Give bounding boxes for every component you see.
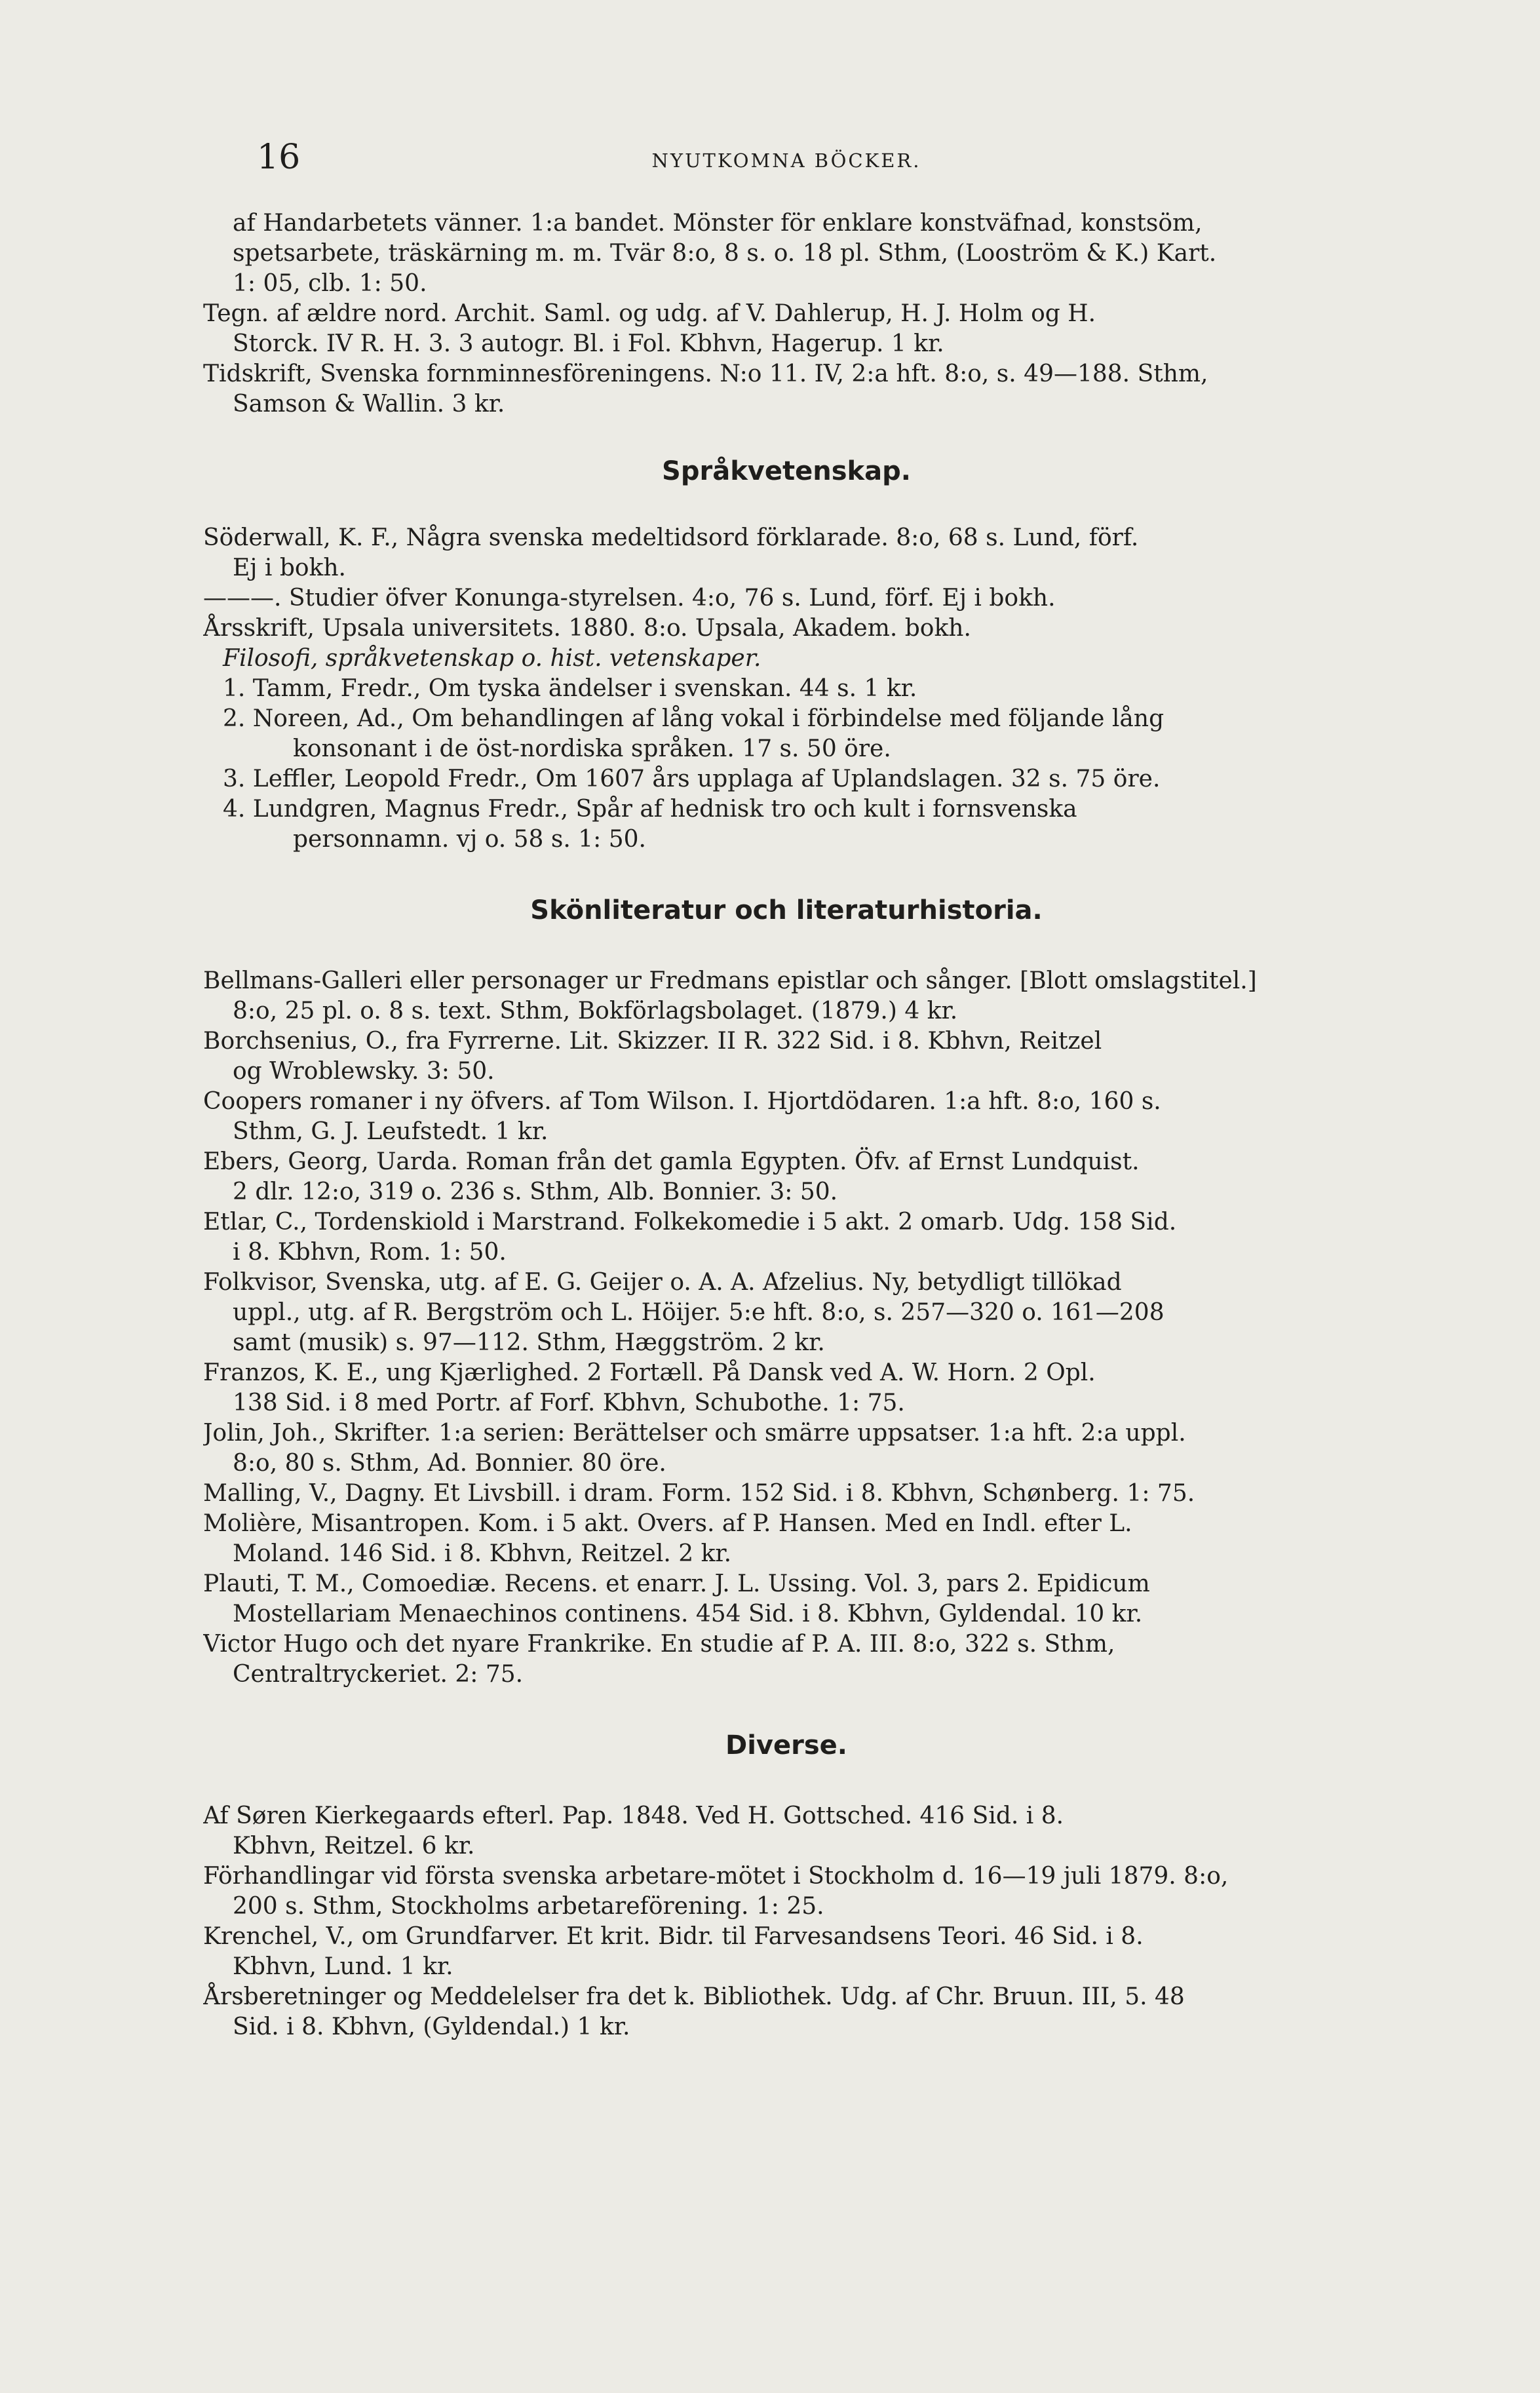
entry-line: Moland. 146 Sid. i 8. Kbhvn, Reitzel. 2 kr.: [233, 1540, 732, 1567]
entry-line: Mostellariam Menaechinos continens. 454 Sid. i 8. Kbhvn, Gyldendal. 10 kr.: [233, 1601, 1143, 1627]
entry-line: Ej i bokh.: [233, 554, 347, 581]
entry-line: Årsberetninger og Meddelelser fra det k. Bibliothek. Udg. af Chr. Bruun. III, 5. 48: [203, 1983, 1185, 2010]
entry-line: af Handarbetets vänner. 1:a bandet. Mönster för enklare konstväfnad, konstsöm,: [233, 210, 1203, 237]
entry-line: Coopers romaner i ny öfvers. af Tom Wilson. I. Hjortdödaren. 1:a hft. 8:o, 160 s.: [203, 1088, 1161, 1115]
entry-line: Bellmans-Galleri eller personager ur Fredmans epistlar och sånger. [Blott omslagstitel.]: [203, 967, 1257, 994]
sprakvetenskap-entries: [203, 523, 1370, 855]
entry-line: 200 s. Sthm, Stockholms arbetareförening. 1: 25.: [233, 1893, 824, 1920]
entry-line: Jolin, Joh., Skrifter. 1:a serien: Berättelser och smärre uppsatser. 1:a hft. 2:a uppl.: [203, 1420, 1186, 1447]
entry-line: konsonant i de öst-nordiska språken. 17 s. 50 öre.: [293, 735, 891, 762]
entry-line: Filosofi, språkvetenskap o. hist. vetenskaper.: [223, 645, 761, 672]
entry-line: Tidskrift, Svenska fornminnesföreningens. N:o 11. IV, 2:a hft. 8:o, s. 49—188. Sthm,: [203, 360, 1208, 387]
entry-line: Årsskrift, Upsala universitets. 1880. 8:o. Upsala, Akadem. bokh.: [203, 615, 971, 642]
entry-line: Ebers, Georg, Uarda. Roman från det gamla Egypten. Öfv. af Ernst Lundquist.: [203, 1148, 1140, 1175]
entry-line: 1. Tamm, Fredr., Om tyska ändelser i svenskan. 44 s. 1 kr.: [223, 675, 917, 702]
entry-line: 3. Leffler, Leopold Fredr., Om 1607 års upplaga af Uplandslagen. 32 s. 75 öre.: [223, 766, 1161, 792]
entry-line: Kbhvn, Reitzel. 6 kr.: [233, 1833, 475, 1859]
running-title: NYUTKOMNA BÖCKER.: [651, 149, 921, 172]
entry-line: Storck. IV R. H. 3. 3 autogr. Bl. i Fol. Kbhvn, Hagerup. 1 kr.: [233, 330, 944, 357]
page-body: [203, 208, 1370, 2042]
section-heading-sprakvetenskap: Språkvetenskap.: [662, 456, 911, 486]
section-heading-skonliteratur: Skönliteratur och literaturhistoria.: [530, 895, 1043, 925]
entry-line: 8:o, 25 pl. o. 8 s. text. Sthm, Bokförlagsbolaget. (1879.) 4 kr.: [233, 998, 958, 1024]
entry-line: 1: 05, clb. 1: 50.: [233, 270, 427, 297]
entry-line: 2 dlr. 12:o, 319 o. 236 s. Sthm, Alb. Bonnier. 3: 50.: [233, 1178, 838, 1205]
entry-line: Söderwall, K. F., Några svenska medeltidsord förklarade. 8:o, 68 s. Lund, förf.: [203, 524, 1139, 551]
page-number: 16: [257, 138, 301, 177]
entry-line: 2. Noreen, Ad., Om behandlingen af lång vokal i förbindelse med följande lång: [223, 705, 1165, 732]
entry-line: uppl., utg. af R. Bergström och L. Höijer. 5:e hft. 8:o, s. 257—320 o. 161—208: [233, 1299, 1165, 1326]
entry-line: Samson & Wallin. 3 kr.: [233, 391, 505, 418]
entry-line: Plauti, T. M., Comoediæ. Recens. et enarr. J. L. Ussing. Vol. 3, pars 2. Epidicum: [203, 1570, 1150, 1597]
intro-entries: [203, 208, 1370, 419]
entry-line: Folkvisor, Svenska, utg. af E. G. Geijer o. A. A. Afzelius. Ny, betydligt tillökad: [203, 1269, 1122, 1296]
entry-line: Malling, V., Dagny. Et Livsbill. i dram. Form. 152 Sid. i 8. Kbhvn, Schønberg. 1: 75.: [203, 1480, 1195, 1507]
entry-line: 138 Sid. i 8 med Portr. af Forf. Kbhvn, Schubothe. 1: 75.: [233, 1390, 905, 1416]
section-heading-diverse: Diverse.: [725, 1730, 847, 1761]
entry-line: Af Søren Kierkegaards efterl. Pap. 1848. Ved H. Gottsched. 416 Sid. i 8.: [203, 1802, 1064, 1829]
entry-line: Sid. i 8. Kbhvn, (Gyldendal.) 1 kr.: [233, 2014, 630, 2040]
entry-line: Centraltryckeriet. 2: 75.: [233, 1661, 524, 1688]
entry-line: Krenchel, V., om Grundfarver. Et krit. Bidr. til Farvesandsens Teori. 46 Sid. i 8.: [203, 1923, 1144, 1950]
entry-line: 4. Lundgren, Magnus Fredr., Spår af hednisk tro och kult i fornsvenska: [223, 796, 1077, 823]
entry-line: Förhandlingar vid första svenska arbetare-mötet i Stockholm d. 16—19 juli 1879. 8:o,: [203, 1863, 1229, 1890]
entry-line: samt (musik) s. 97—112. Sthm, Hæggström. 2 kr.: [233, 1329, 825, 1356]
entry-line: Victor Hugo och det nyare Frankrike. En studie af P. A. III. 8:o, 322 s. Sthm,: [203, 1631, 1115, 1658]
entry-line: i 8. Kbhvn, Rom. 1: 50.: [233, 1239, 507, 1266]
entry-line: Etlar, C., Tordenskiold i Marstrand. Folkekomedie i 5 akt. 2 omarb. Udg. 158 Sid.: [203, 1209, 1177, 1235]
entry-line: og Wroblewsky. 3: 50.: [233, 1058, 495, 1085]
page-header: [203, 138, 1370, 184]
entry-line: Molière, Misantropen. Kom. i 5 akt. Overs. af P. Hansen. Med en Indl. efter L.: [203, 1510, 1132, 1537]
entry-line: Borchsenius, O., fra Fyrrerne. Lit. Skizzer. II R. 322 Sid. i 8. Kbhvn, Reitzel: [203, 1028, 1102, 1055]
entry-line: Tegn. af ældre nord. Archit. Saml. og udg. af V. Dahlerup, H. J. Holm og H.: [203, 300, 1096, 327]
entry-line: personnamn. vj o. 58 s. 1: 50.: [293, 826, 646, 853]
entry-line: ———. Studier öfver Konunga-styrelsen. 4:o, 76 s. Lund, förf. Ej i bokh.: [203, 585, 1056, 612]
diverse-entries: [203, 1801, 1370, 2042]
skonliteratur-entries: [203, 966, 1370, 1690]
entry-line: Kbhvn, Lund. 1 kr.: [233, 1953, 453, 1980]
entry-line: Franzos, K. E., ung Kjærlighed. 2 Fortæll. På Dansk ved A. W. Horn. 2 Opl.: [203, 1359, 1096, 1386]
entry-line: 8:o, 80 s. Sthm, Ad. Bonnier. 80 öre.: [233, 1450, 666, 1477]
entry-line: Sthm, G. J. Leufstedt. 1 kr.: [233, 1118, 549, 1145]
entry-line: spetsarbete, träskärning m. m. Tvär 8:o, 8 s. o. 18 pl. Sthm, (Looström & K.) Kart.: [233, 240, 1217, 267]
